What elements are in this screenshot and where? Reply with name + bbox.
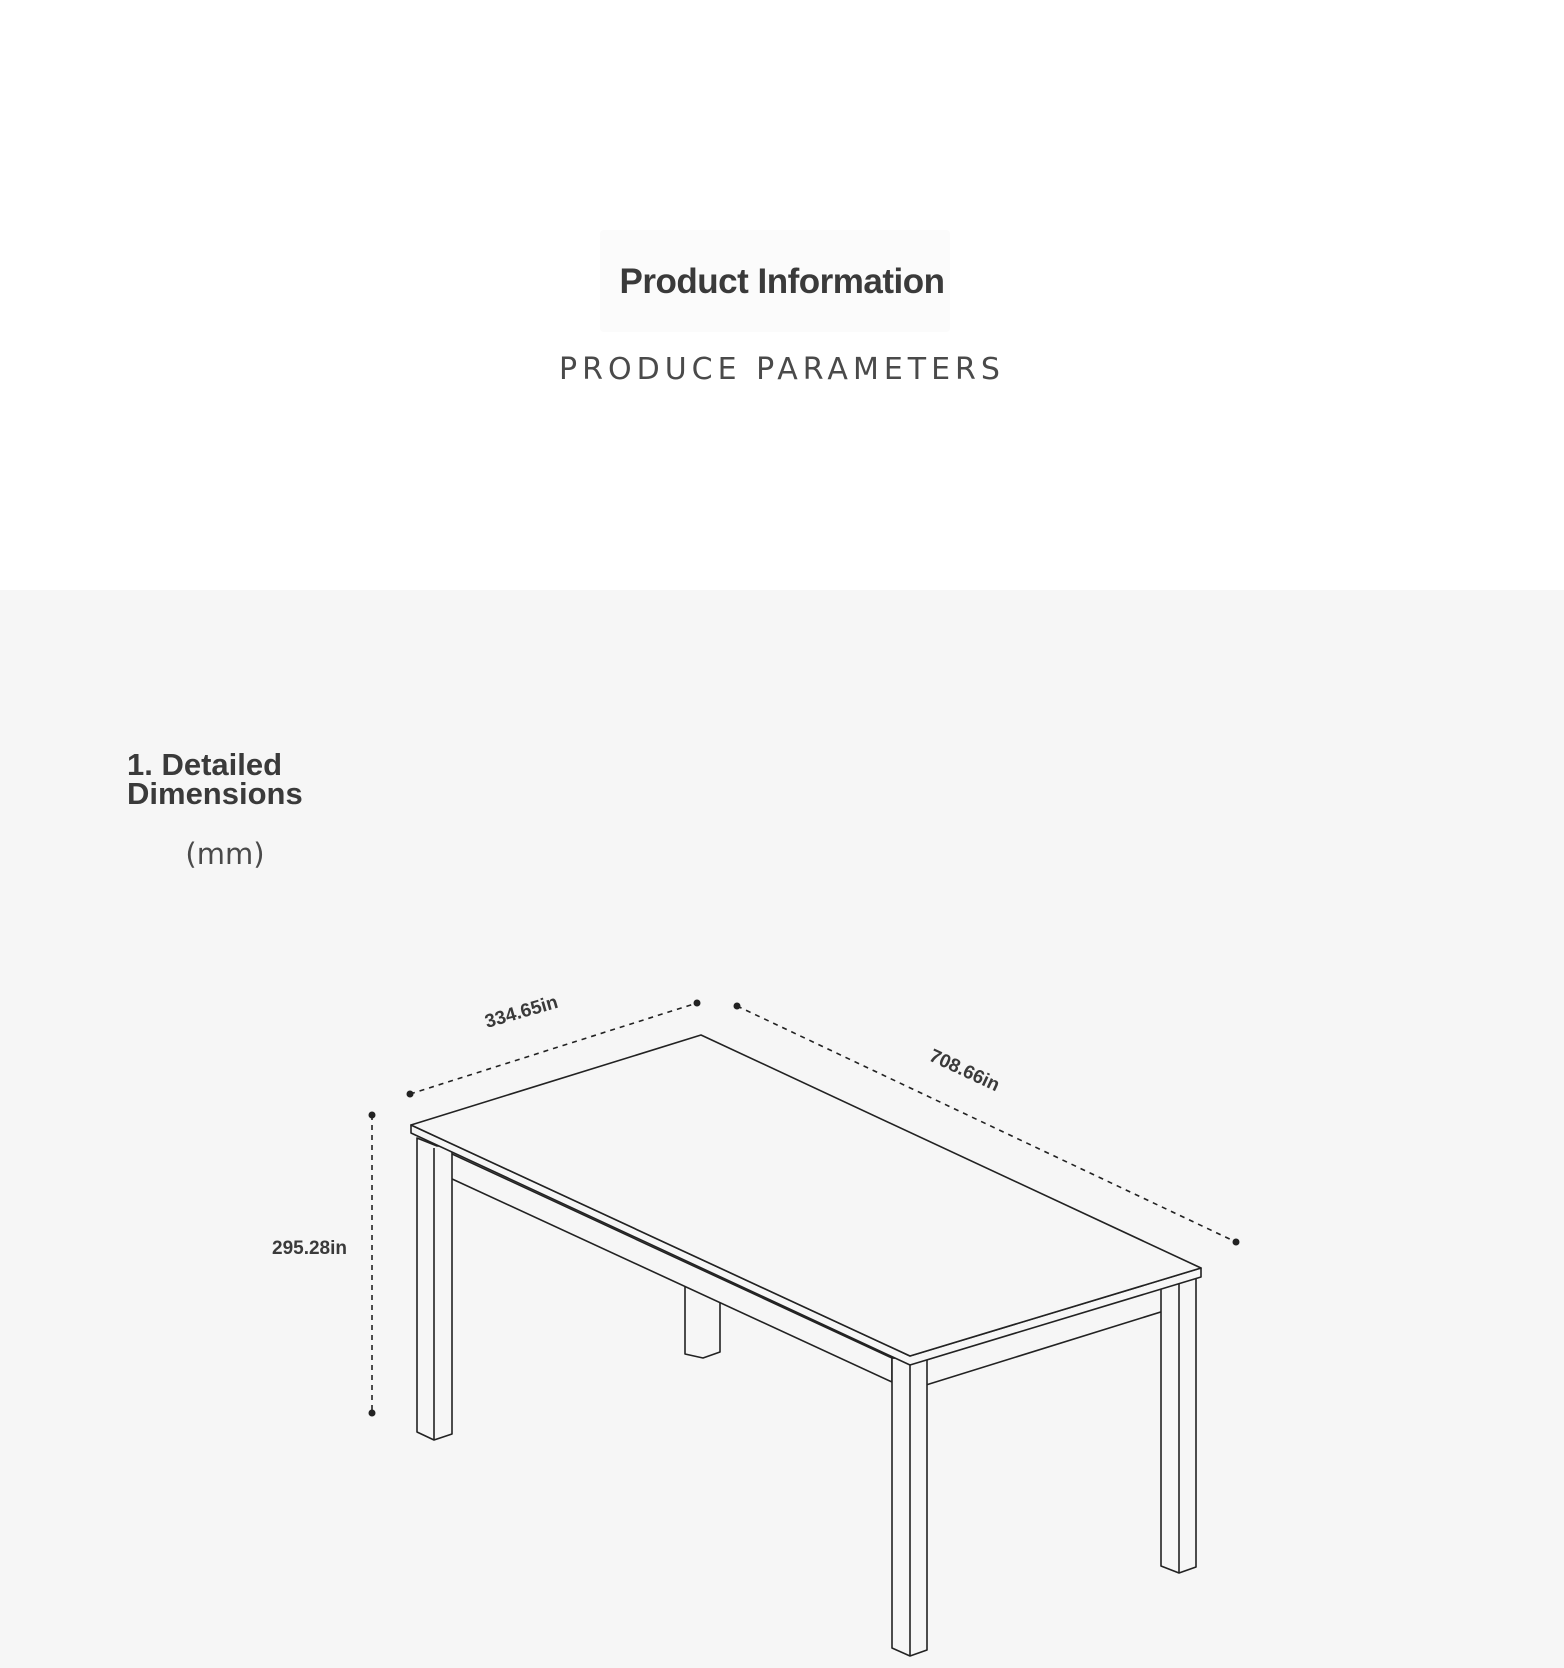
section-heading-line1: 1. Detailed [127, 747, 283, 782]
table-drawing [411, 1035, 1201, 1656]
depth-label: 334.65in [482, 991, 561, 1033]
length-start-dot [734, 1003, 741, 1010]
length-end-dot [1233, 1239, 1240, 1246]
depth-start-dot [407, 1091, 414, 1098]
depth-end-dot [694, 1000, 701, 1007]
height-label: 295.28in [272, 1238, 347, 1259]
height-top-dot [369, 1112, 376, 1119]
page-title: Product Information [619, 262, 945, 301]
length-label: 708.66in [925, 1045, 1003, 1097]
dimensions-section [0, 590, 1564, 1668]
table-illustration [0, 590, 1564, 1668]
section-heading-line2: Dimensions [127, 776, 303, 811]
header-section [0, 0, 1564, 590]
page-subtitle: PRODUCE PARAMETERS [559, 352, 1005, 387]
unit-label: (mm) [185, 837, 265, 871]
height-bottom-dot [369, 1410, 376, 1417]
